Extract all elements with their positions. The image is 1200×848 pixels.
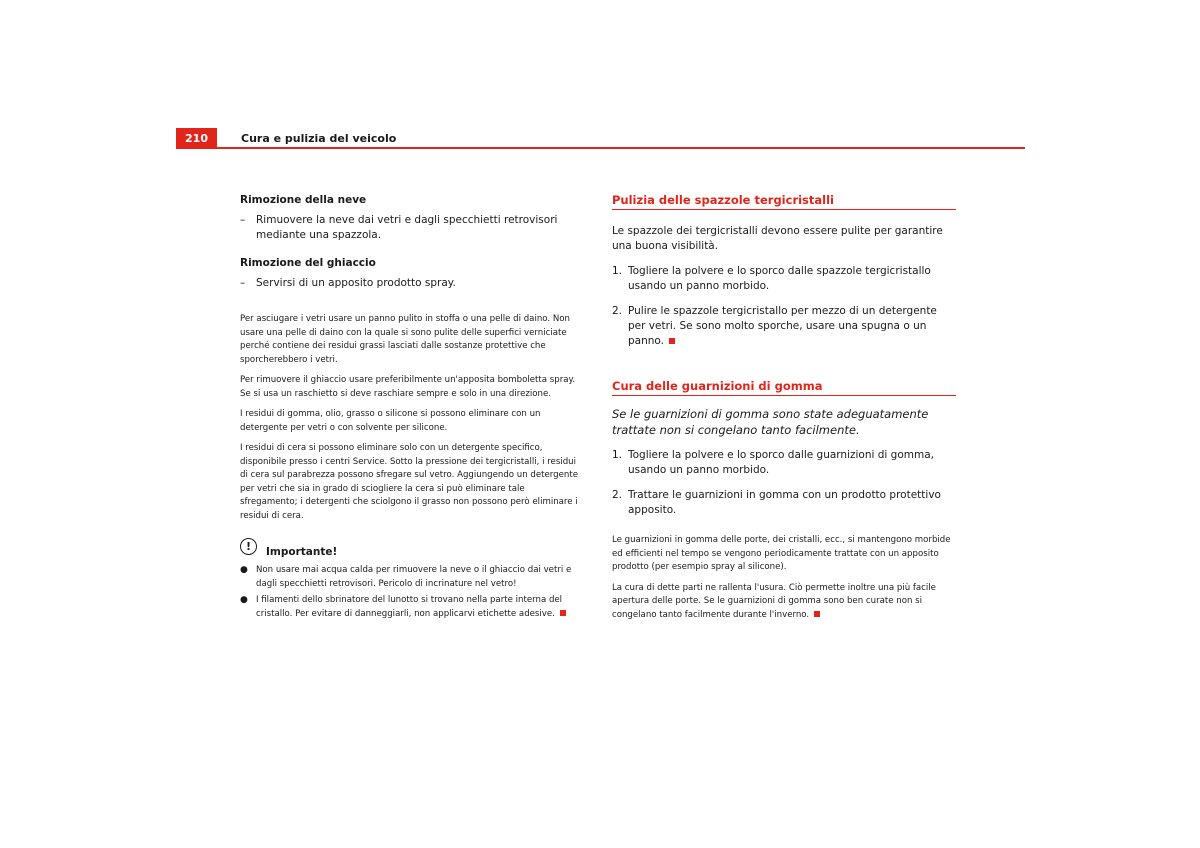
end-of-section-marker <box>560 610 566 616</box>
warning-bullet <box>240 594 580 621</box>
right-column <box>612 193 956 629</box>
ice-removal-item <box>240 276 580 291</box>
seal-note-text: La cura di dette parti ne rallenta l'usura. Ciò permette inoltre una più facile apertura delle porte. Se le guarnizioni di gomma sono ben curate non si congelano tanto facilmente durante l'inverno. <box>612 582 936 620</box>
note-paragraph-ice-spray: Per rimuovere il ghiaccio usare preferibilmente un'apposita bomboletta spray. Se si usa un raschietto si deve raschiare sempre e solo in una direzione. <box>240 375 576 399</box>
step-text: Togliere la polvere e lo sporco dalle guarnizioni di gomma, usando un panno morbido. <box>628 449 934 476</box>
left-column <box>240 194 580 624</box>
warning-title: Importante! <box>266 545 338 558</box>
ice-removal-text: Servirsi di un apposito prodotto spray. <box>256 277 456 289</box>
step-number: 2. <box>612 489 623 501</box>
chapter-title: Cura e pulizia del veicolo <box>241 132 397 145</box>
seal-section-title: Cura delle guarnizioni di gomma <box>612 379 956 396</box>
wiper-step <box>612 264 956 294</box>
note-paragraph-drying: Per asciugare i vetri usare un panno pulito in stoffa o una pelle di daino. Non usare una pelle di daino con la quale si sono pulite delle superfici verniciate perché contiene dei residui grassi lasciati dalle sostanze protettive che sporcherebbero i vetri. <box>240 314 570 365</box>
wiper-step <box>612 304 956 349</box>
note-paragraph-residues: I residui di gomma, olio, grasso o silicone si possono eliminare con un detergente per vetri o con solvente per silicone. <box>240 409 541 433</box>
warning-bullet-text: Non usare mai acqua calda per rimuovere la neve o il ghiaccio dai vetri e dagli specchietti retrovisori. Pericolo di incrinature nel vetro! <box>256 565 572 589</box>
snow-removal-heading: Rimozione della neve <box>240 194 367 206</box>
page-number: 210 <box>176 128 217 148</box>
seal-intro: Se le guarnizioni di gomma sono state adeguatamente trattate non si congelano tanto facilmente. <box>612 407 929 437</box>
seal-note-paragraph: Le guarnizioni in gomma delle porte, dei cristalli, ecc., si mantengono morbide ed efficienti nel tempo se vengono periodicamente trattate con un apposito prodotto (per esempio spray al silicone). <box>612 535 951 572</box>
dash-marker: – <box>240 277 246 289</box>
header-rule <box>176 147 1025 149</box>
wiper-intro: Le spazzole dei tergicristalli devono essere pulite per garantire una buona visibilità. <box>612 225 943 252</box>
warning-header <box>240 540 580 560</box>
wiper-section-title: Pulizia delle spazzole tergicristalli <box>612 193 956 210</box>
end-of-section-marker <box>814 611 820 617</box>
snow-removal-text: Rimuovere la neve dai vetri e dagli specchietti retrovisori mediante una spazzola. <box>256 214 558 241</box>
step-text: Trattare le guarnizioni in gomma con un prodotto protettivo apposito. <box>628 489 941 516</box>
ice-removal-heading: Rimozione del ghiaccio <box>240 257 376 269</box>
step-text: Pulire le spazzole tergicristallo per mezzo di un detergente per vetri. Se sono molto sporche, usare una spugna o un panno. <box>628 305 937 347</box>
step-number: 2. <box>612 305 623 317</box>
step-text: Togliere la polvere e lo sporco dalle spazzole tergicristallo usando un panno morbido. <box>628 265 931 292</box>
seal-step <box>612 488 956 518</box>
step-number: 1. <box>612 449 623 461</box>
bullet-icon: ● <box>240 565 248 575</box>
dash-marker: – <box>240 214 246 226</box>
warning-bullet <box>240 564 580 591</box>
bullet-icon: ● <box>240 595 248 605</box>
step-number: 1. <box>612 265 623 277</box>
seal-note-paragraph <box>612 582 956 623</box>
end-of-section-marker <box>669 338 675 344</box>
exclamation-icon: ! <box>240 538 257 555</box>
warning-bullet-text: I filamenti dello sbrinatore del lunotto si trovano nella parte interna del cristallo. Per evitare di danneggiarli, non applicarvi etichette adesive. <box>256 595 563 619</box>
note-paragraph-wax: I residui di cera si possono eliminare solo con un detergente specifico, disponibile presso i centri Service. Sotto la pressione dei tergicristalli, i residui di cera sul parabrezza possono sfregare sul vetro. Aggiungendo un detergente per vetri che sia in grado di sciogliere la cera si può eliminare tale sfregamento; i detergenti che sciolgono il grasso non possono però eliminare i residui di cera. <box>240 443 579 521</box>
snow-removal-item <box>240 213 580 243</box>
seal-step <box>612 448 956 478</box>
